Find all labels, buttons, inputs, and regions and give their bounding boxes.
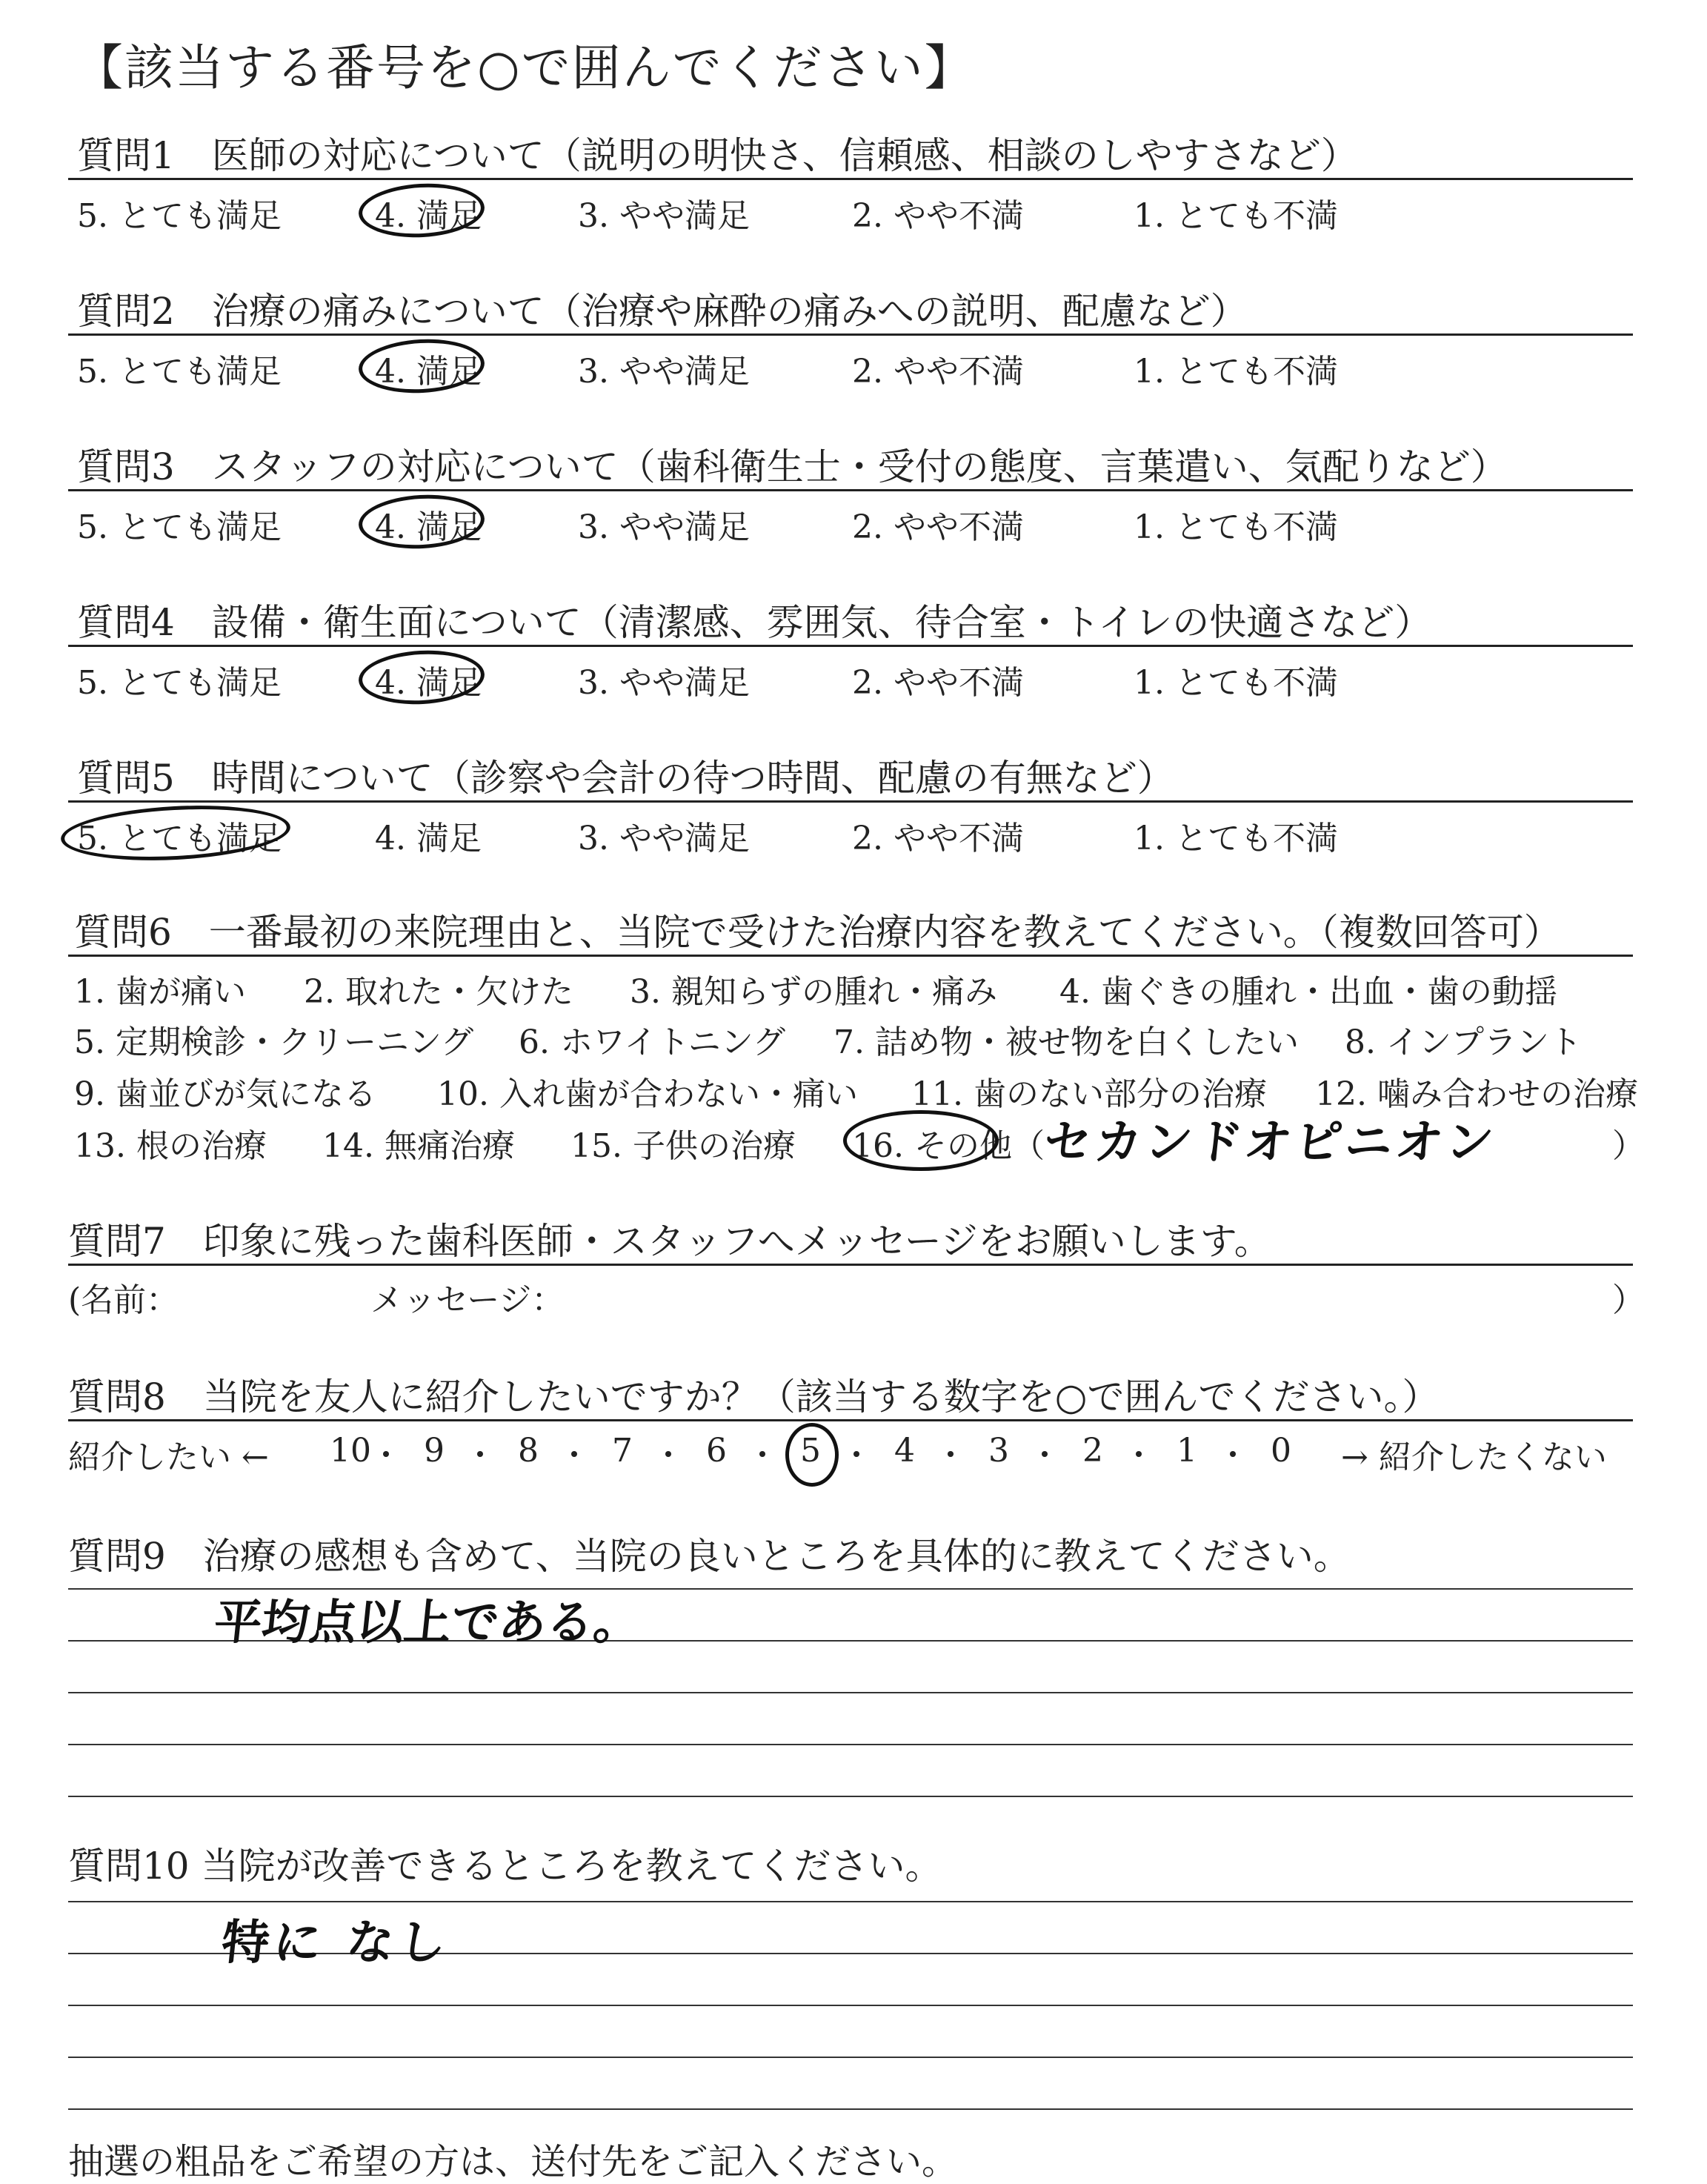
q6-option[interactable]: 5. 定期検診・クリーニング: [74, 1023, 474, 1061]
rating-option[interactable]: 1. とても不満: [1134, 664, 1338, 702]
rating-option[interactable]: 3. やや満足: [578, 353, 750, 391]
rating-option[interactable]: 3. やや満足: [578, 820, 750, 857]
q6-option[interactable]: 4. 歯ぐきの腫れ・出血・歯の動揺: [1059, 973, 1557, 1011]
rating-option[interactable]: 2. やや不満: [852, 508, 1024, 546]
rating-option[interactable]: 5. とても満足: [77, 197, 282, 235]
q8-rule: [68, 1419, 1633, 1421]
rating-option[interactable]: 2. やや不満: [852, 353, 1024, 391]
q8-scale-dot: [1136, 1451, 1142, 1457]
q6-option[interactable]: 14. 無痛治療: [322, 1127, 515, 1165]
q6-other-close: ）: [1612, 1127, 1645, 1165]
page-title: 【該当する番号を○で囲んでください】: [74, 39, 975, 96]
q8-scale-value[interactable]: 8: [518, 1432, 539, 1470]
q10-line: [68, 2005, 1633, 2006]
rating-option[interactable]: 5. とても満足: [77, 820, 282, 857]
q8-right-label: → 紹介したくない: [1341, 1438, 1607, 1476]
q6-option[interactable]: 1. 歯が痛い: [74, 973, 246, 1011]
q8-scale-value[interactable]: 5: [800, 1432, 821, 1470]
q8-scale-value[interactable]: 4: [894, 1432, 915, 1470]
q6-label: 質問6 一番最初の来院理由と、当院で受けた治療内容を教えてください。（複数回答可）: [74, 911, 1561, 954]
q8-scale-value[interactable]: 0: [1271, 1432, 1291, 1470]
question-rule: [68, 178, 1633, 180]
rating-option[interactable]: 4. 満足: [375, 820, 482, 857]
rating-option[interactable]: 2. やや不満: [852, 664, 1024, 702]
q6-option[interactable]: 12. 噛み合わせの治療: [1315, 1075, 1638, 1113]
rating-option[interactable]: 3. やや満足: [578, 508, 750, 546]
rating-option[interactable]: 1. とても不満: [1134, 353, 1338, 391]
q6-option[interactable]: 3. 親知らずの腫れ・痛み: [630, 973, 997, 1011]
question-label: 質問2 治療の痛みについて（治療や麻酔の痛みへの説明、配慮など）: [77, 290, 1248, 333]
q8-scale-dot: [477, 1451, 483, 1457]
q6-other-answer: セカンドオピニオン: [1041, 1115, 1500, 1170]
q6-rule: [68, 955, 1633, 957]
question-label: 質問5 時間について（診察や会計の待つ時間、配慮の有無など）: [77, 757, 1174, 800]
q8-scale-dot: [383, 1451, 389, 1457]
q7-label: 質問7 印象に残った歯科医師・スタッフへメッセージをお願いします。: [68, 1220, 1271, 1263]
rating-option[interactable]: 4. 満足: [375, 664, 482, 702]
rating-option[interactable]: 3. やや満足: [578, 197, 750, 235]
q8-scale-dot: [1042, 1451, 1048, 1457]
rating-option[interactable]: 4. 満足: [375, 197, 482, 235]
q6-option[interactable]: 9. 歯並びが気になる: [74, 1075, 376, 1113]
q10-line: [68, 2057, 1633, 2058]
rating-option[interactable]: 5. とても満足: [77, 508, 282, 546]
q6-option[interactable]: 13. 根の治療: [74, 1127, 267, 1165]
q6-option[interactable]: 15. 子供の治療: [570, 1127, 796, 1165]
question-rule: [68, 333, 1633, 336]
rating-option[interactable]: 2. やや不満: [852, 197, 1024, 235]
q6-option[interactable]: 10. 入れ歯が合わない・痛い: [437, 1075, 858, 1113]
q9-line: [68, 1744, 1633, 1745]
q6-option[interactable]: 11. 歯のない部分の治療: [911, 1075, 1267, 1113]
rating-option[interactable]: 1. とても不満: [1134, 197, 1338, 235]
q8-scale-value[interactable]: 7: [612, 1432, 633, 1470]
q8-scale-dot: [948, 1451, 954, 1457]
q8-scale-value[interactable]: 10: [330, 1432, 371, 1470]
q9-label: 質問9 治療の感想も含めて、当院の良いところを具体的に教えてください。: [68, 1535, 1351, 1578]
question-label: 質問1 医師の対応について（説明の明快さ、信頼感、相談のしやすさなど）: [77, 134, 1358, 177]
q8-scale-value[interactable]: 2: [1082, 1432, 1103, 1470]
rating-option[interactable]: 3. やや満足: [578, 664, 750, 702]
q8-scale-dot: [571, 1451, 577, 1457]
q8-scale-dot: [1230, 1451, 1236, 1457]
q8-scale-dot: [665, 1451, 671, 1457]
q8-scale-value[interactable]: 6: [706, 1432, 727, 1470]
question-rule: [68, 489, 1633, 491]
q8-left-label: 紹介したい ←: [68, 1438, 269, 1476]
rating-option[interactable]: 2. やや不満: [852, 820, 1024, 857]
q10-line: [68, 1901, 1633, 1902]
q7-message-label: メッセージ：: [370, 1281, 565, 1319]
rating-option[interactable]: 1. とても不満: [1134, 820, 1338, 857]
rating-option[interactable]: 5. とても満足: [77, 353, 282, 391]
q9-line: [68, 1692, 1633, 1693]
q9-line: [68, 1796, 1633, 1797]
q6-option[interactable]: 6. ホワイトニング: [519, 1023, 786, 1061]
q7-name-label: (名前：: [68, 1281, 179, 1319]
q8-label: 質問8 当院を友人に紹介したいですか？（該当する数字を○で囲んでください。）: [68, 1375, 1440, 1418]
q9-answer: 平均点以上である。: [211, 1596, 645, 1650]
q10-label: 質問10 当院が改善できるところを教えてください。: [68, 1845, 942, 1888]
q6-option[interactable]: 16. その他（: [852, 1127, 1045, 1165]
question-rule: [68, 645, 1633, 647]
q10-line: [68, 2108, 1633, 2110]
question-label: 質問4 設備・衛生面について（清潔感、雰囲気、待合室・トイレの快適さなど）: [77, 601, 1432, 644]
q10-answer: 特に なし: [219, 1916, 453, 1971]
q8-scale-value[interactable]: 9: [424, 1432, 445, 1470]
rating-option[interactable]: 4. 満足: [375, 508, 482, 546]
q8-scale-dot: [759, 1451, 765, 1457]
rating-option[interactable]: 5. とても満足: [77, 664, 282, 702]
selection-circle: [785, 1423, 839, 1487]
q6-option[interactable]: 7. 詰め物・被せ物を白くしたい: [833, 1023, 1299, 1061]
q6-option[interactable]: 2. 取れた・欠けた: [304, 973, 573, 1011]
rating-option[interactable]: 4. 満足: [375, 353, 482, 391]
q6-option[interactable]: 8. インプラント: [1345, 1023, 1582, 1061]
q8-scale-value[interactable]: 3: [988, 1432, 1009, 1470]
q7-close: ）: [1612, 1281, 1645, 1319]
q7-rule: [68, 1264, 1633, 1266]
q8-scale-dot: [854, 1451, 859, 1457]
q8-scale-value[interactable]: 1: [1177, 1432, 1197, 1470]
question-label: 質問3 スタッフの対応について（歯科衛生士・受付の態度、言葉遣い、気配りなど）: [77, 445, 1508, 488]
question-rule: [68, 800, 1633, 803]
selection-circle: [843, 1110, 999, 1171]
footer-note: 抽選の粗品をご希望の方は、送付先をご記入ください。: [68, 2141, 958, 2183]
rating-option[interactable]: 1. とても不満: [1134, 508, 1338, 546]
